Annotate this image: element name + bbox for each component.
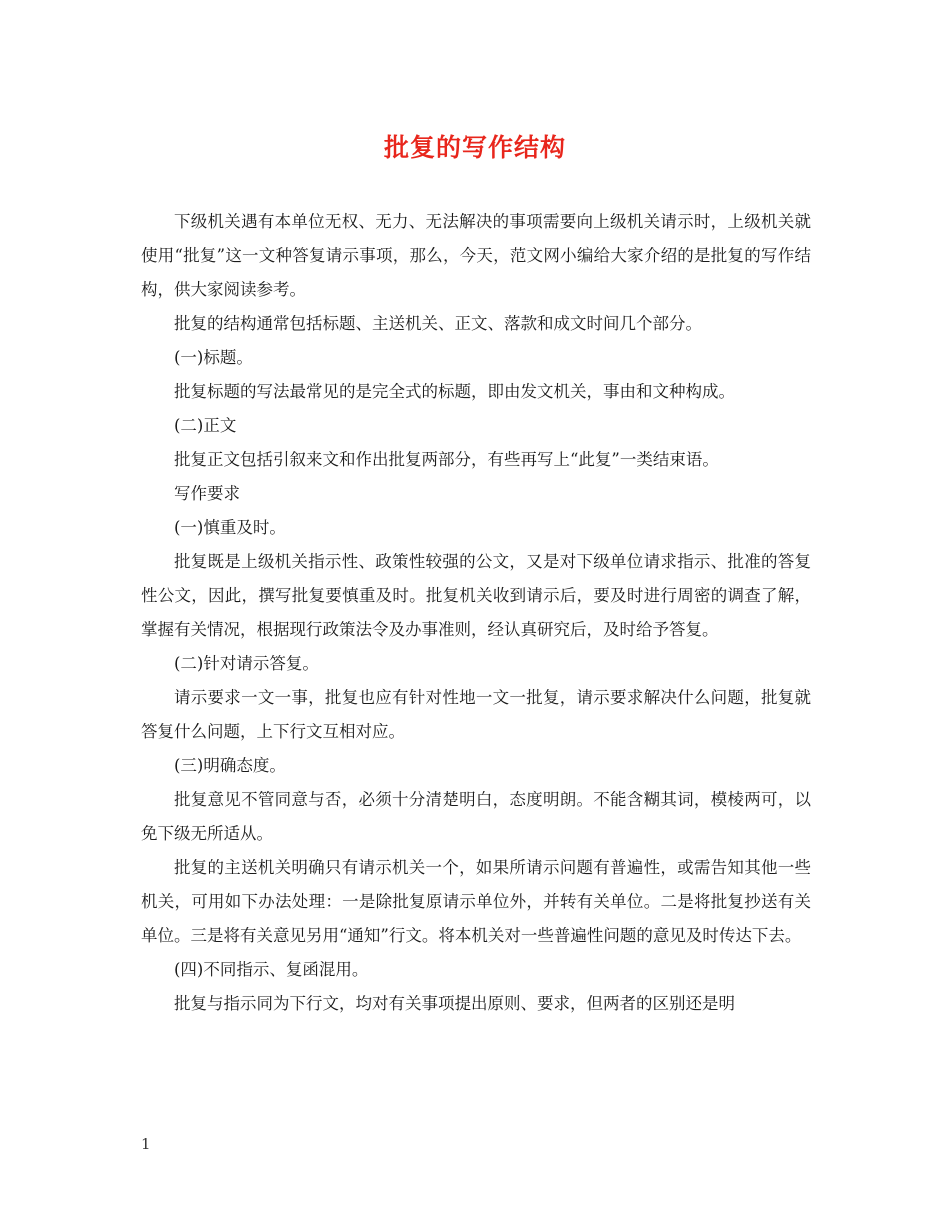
section-heading: (二)正文: [174, 416, 237, 435]
page-number: 1: [141, 1135, 151, 1153]
section-heading: (一)标题。: [174, 348, 253, 367]
paragraph: 批复的结构通常包括标题、主送机关、正文、落款和成文时间几个部分。: [174, 314, 702, 333]
document-body: [141, 205, 811, 1021]
section-heading: (一)慎重及时。: [174, 518, 286, 537]
paragraph: 下级机关遇有本单位无权、无力、无法解决的事项需要向上级机关请示时，上级机关就使用“批复”这一文种答复请示事项，那么，今天，范文网小编给大家介绍的是批复的写作结构，供大家阅读参考。: [141, 212, 811, 299]
document-title: 批复的写作结构: [383, 133, 566, 162]
section-heading: (三)明确态度。: [174, 756, 286, 775]
section-heading: (二)针对请示答复。: [174, 654, 319, 673]
section-heading: (四)不同指示、复函混用。: [174, 960, 369, 979]
paragraph: 批复标题的写法最常见的是完全式的标题，即由发文机关，事由和文种构成。: [174, 382, 735, 401]
paragraph: 批复的主送机关明确只有请示机关一个，如果所请示问题有普遍性，或需告知其他一些机关，可用如下办法处理：一是除批复原请示单位外，并转有关单位。二是将批复抄送有关单位。三是将有关意见另用“通知”行文。将本机关对一些普遍性问题的意见及时传达下去。: [141, 858, 811, 945]
paragraph: 批复与指示同为下行文，均对有关事项提出原则、要求，但两者的区别还是明: [174, 994, 735, 1013]
paragraph: 批复意见不管同意与否，必须十分清楚明白，态度明朗。不能含糊其词，模棱两可，以免下级无所适从。: [141, 790, 811, 843]
paragraph: 批复正文包括引叙来文和作出批复两部分，有些再写上“此复”一类结束语。: [174, 450, 719, 469]
paragraph: 批复既是上级机关指示性、政策性较强的公文，又是对下级单位请求指示、批准的答复性公文，因此，撰写批复要慎重及时。批复机关收到请示后，要及时进行周密的调查了解，掌握有关情况，根据现行政策法令及办事准则，经认真研究后，及时给予答复。: [141, 552, 811, 639]
paragraph: 请示要求一文一事，批复也应有针对性地一文一批复，请示要求解决什么问题，批复就答复什么问题，上下行文互相对应。: [141, 688, 811, 741]
section-heading: 写作要求: [174, 484, 240, 503]
